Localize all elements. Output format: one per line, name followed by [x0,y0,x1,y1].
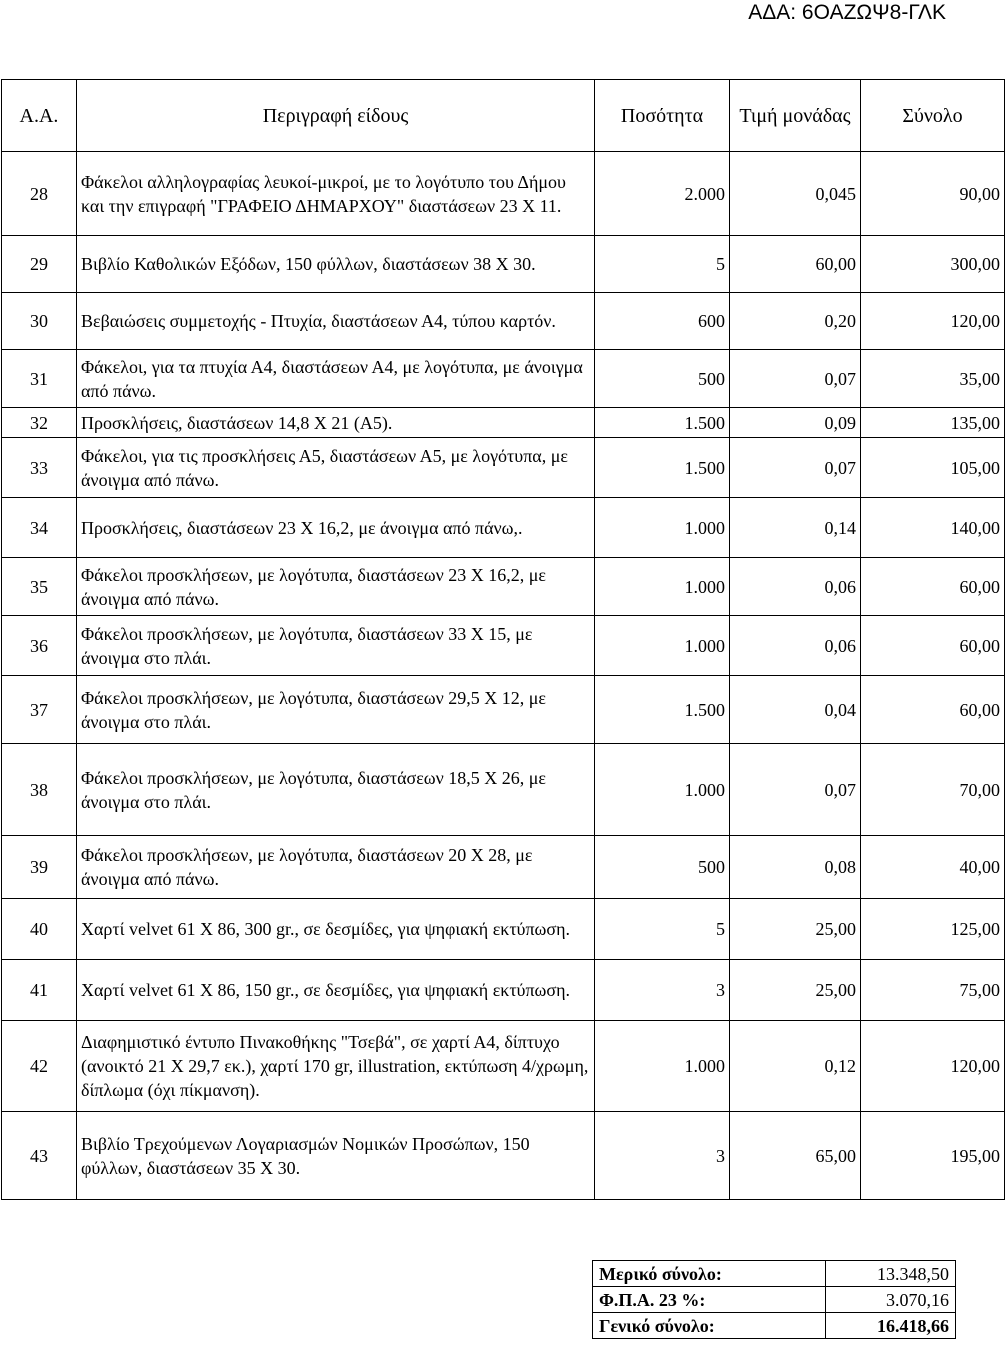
row-number: 43 [2,1112,77,1200]
row-total: 135,00 [861,408,1005,438]
row-number: 34 [2,498,77,558]
row-number: 29 [2,236,77,293]
table-row [2,1112,1005,1200]
table-row [2,438,1005,498]
row-quantity: 5 [595,899,730,960]
row-description: Βιβλίο Τρεχούμενων Λογαριασμών Νομικών Προσώπων, 150 φύλλων, διαστάσεων 35 Χ 30. [77,1112,595,1200]
row-total: 300,00 [861,236,1005,293]
row-total: 60,00 [861,558,1005,616]
items-table [1,79,1005,1200]
row-description: Βεβαιώσεις συμμετοχής - Πτυχία, διαστάσεων Α4, τύπου καρτόν. [77,293,595,350]
row-unit-price: 25,00 [730,899,861,960]
row-quantity: 1.000 [595,616,730,676]
row-description: Χαρτί velvet 61 Χ 86, 150 gr., σε δεσμίδες, για ψηφιακή εκτύπωση. [77,960,595,1021]
row-unit-price: 25,00 [730,960,861,1021]
row-quantity: 1.500 [595,408,730,438]
row-quantity: 1.000 [595,558,730,616]
row-unit-price: 0,07 [730,350,861,408]
vat-row [593,1287,956,1313]
table-row [2,293,1005,350]
table-row [2,152,1005,236]
row-quantity: 1.000 [595,498,730,558]
ada-code: ΑΔΑ: 6ΟΑΖΩΨ8-ΓΛΚ [748,1,946,24]
row-unit-price: 0,20 [730,293,861,350]
row-quantity: 3 [595,960,730,1021]
row-description: Φάκελοι προσκλήσεων, με λογότυπα, διαστάσεων 18,5 Χ 26, με άνοιγμα στο πλάι. [77,744,595,836]
subtotal-row [593,1261,956,1287]
row-quantity: 5 [595,236,730,293]
row-quantity: 1.000 [595,1021,730,1112]
subtotal-value: 13.348,50 [826,1261,956,1287]
row-description: Φάκελοι προσκλήσεων, με λογότυπα, διαστάσεων 29,5 Χ 12, με άνοιγμα στο πλάι. [77,676,595,744]
row-total: 125,00 [861,899,1005,960]
row-number: 33 [2,438,77,498]
row-description: Χαρτί velvet 61 Χ 86, 300 gr., σε δεσμίδες, για ψηφιακή εκτύπωση. [77,899,595,960]
table-row [2,744,1005,836]
row-description: Διαφημιστικό έντυπο Πινακοθήκης "Τσεβά", σε χαρτί Α4, δίπτυχο (ανοικτό 21 Χ 29,7 εκ.), χαρτί 170 gr, illustration, εκτύπωση 4/χρωμη, δίπλωμα (όχι πίκμανση). [77,1021,595,1112]
row-number: 32 [2,408,77,438]
subtotal-label: Μερικό σύνολο: [593,1261,826,1287]
row-unit-price: 0,09 [730,408,861,438]
row-number: 35 [2,558,77,616]
table-row [2,498,1005,558]
row-description: Φάκελοι αλληλογραφίας λευκοί-μικροί, με το λογότυπο του Δήμου και την επιγραφή "ΓΡΑΦΕΙΟ ΔΗΜΑΡΧΟΥ" διαστάσεων 23 Χ 11. [77,152,595,236]
row-total: 140,00 [861,498,1005,558]
column-header-quantity: Ποσότητα [595,80,730,152]
column-header-unit-price: Τιμή μονάδας [730,80,861,152]
row-quantity: 2.000 [595,152,730,236]
row-total: 70,00 [861,744,1005,836]
grand-total-row [593,1313,956,1339]
row-unit-price: 0,08 [730,836,861,899]
row-number: 37 [2,676,77,744]
table-row [2,616,1005,676]
row-number: 28 [2,152,77,236]
row-quantity: 3 [595,1112,730,1200]
row-number: 42 [2,1021,77,1112]
row-unit-price: 0,12 [730,1021,861,1112]
row-total: 105,00 [861,438,1005,498]
row-quantity: 500 [595,836,730,899]
row-unit-price: 0,07 [730,744,861,836]
row-total: 120,00 [861,293,1005,350]
row-quantity: 1.000 [595,744,730,836]
column-header-total: Σύνολο [861,80,1005,152]
row-unit-price: 0,07 [730,438,861,498]
row-number: 41 [2,960,77,1021]
row-total: 35,00 [861,350,1005,408]
row-quantity: 600 [595,293,730,350]
column-header-description: Περιγραφή είδους [77,80,595,152]
vat-label: Φ.Π.Α. 23 %: [593,1287,826,1313]
row-number: 31 [2,350,77,408]
table-row [2,558,1005,616]
table-row [2,1021,1005,1112]
row-number: 40 [2,899,77,960]
table-row [2,350,1005,408]
row-unit-price: 0,14 [730,498,861,558]
row-total: 120,00 [861,1021,1005,1112]
row-number: 39 [2,836,77,899]
row-description: Φάκελοι προσκλήσεων, με λογότυπα, διαστάσεων 23 Χ 16,2, με άνοιγμα από πάνω. [77,558,595,616]
column-header-aa: Α.Α. [2,80,77,152]
table-row [2,236,1005,293]
table-row [2,899,1005,960]
row-number: 36 [2,616,77,676]
row-description: Προσκλήσεις, διαστάσεων 23 Χ 16,2, με άνοιγμα από πάνω,. [77,498,595,558]
row-description: Φάκελοι προσκλήσεων, με λογότυπα, διαστάσεων 33 Χ 15, με άνοιγμα στο πλάι. [77,616,595,676]
row-total: 60,00 [861,676,1005,744]
row-quantity: 1.500 [595,438,730,498]
row-unit-price: 0,06 [730,558,861,616]
row-unit-price: 65,00 [730,1112,861,1200]
vat-value: 3.070,16 [826,1287,956,1313]
row-total: 60,00 [861,616,1005,676]
row-description: Προσκλήσεις, διαστάσεων 14,8 Χ 21 (Α5). [77,408,595,438]
table-row [2,836,1005,899]
row-number: 38 [2,744,77,836]
table-header-row [2,80,1005,152]
row-description: Φάκελοι, για τις προσκλήσεις Α5, διαστάσεων Α5, με λογότυπα, με άνοιγμα από πάνω. [77,438,595,498]
row-total: 195,00 [861,1112,1005,1200]
row-unit-price: 0,04 [730,676,861,744]
row-description: Φάκελοι, για τα πτυχία Α4, διαστάσεων Α4, με λογότυπα, με άνοιγμα από πάνω. [77,350,595,408]
row-total: 75,00 [861,960,1005,1021]
row-number: 30 [2,293,77,350]
row-unit-price: 0,06 [730,616,861,676]
row-total: 90,00 [861,152,1005,236]
grand-total-label: Γενικό σύνολο: [593,1313,826,1339]
table-row [2,960,1005,1021]
grand-total-value: 16.418,66 [826,1313,956,1339]
table-row [2,676,1005,744]
row-quantity: 500 [595,350,730,408]
row-description: Φάκελοι προσκλήσεων, με λογότυπα, διαστάσεων 20 Χ 28, με άνοιγμα από πάνω. [77,836,595,899]
table-row [2,408,1005,438]
row-unit-price: 60,00 [730,236,861,293]
row-description: Βιβλίο Καθολικών Εξόδων, 150 φύλλων, διαστάσεων 38 Χ 30. [77,236,595,293]
row-total: 40,00 [861,836,1005,899]
totals-table [592,1260,956,1339]
row-quantity: 1.500 [595,676,730,744]
row-unit-price: 0,045 [730,152,861,236]
